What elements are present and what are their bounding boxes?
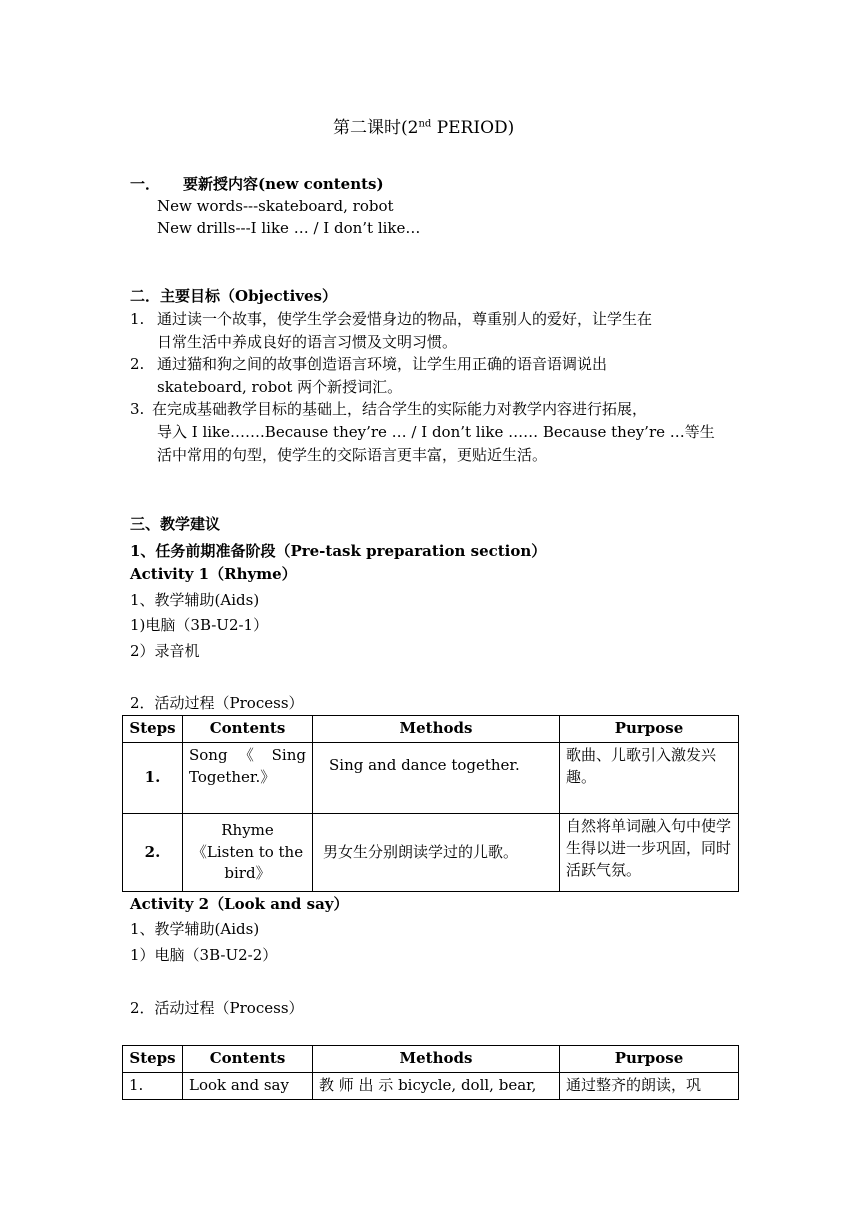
activity2-aids: 1、教学辅助(Aids) — [130, 920, 260, 938]
section3-heading: 三、教学建议 — [130, 515, 221, 533]
table1-row1-step: 1. — [123, 743, 183, 814]
table2-header-contents: Contents — [183, 1046, 313, 1073]
title-main: 第二课时(2 — [333, 118, 419, 138]
objective-3-line1: 在完成基础教学目标的基础上，结合学生的实际能力对教学内容进行拓展， — [152, 400, 648, 418]
activity1-process: 2．活动过程（Process） — [130, 694, 304, 712]
objective-1-line2: 日常生活中养成良好的语言习惯及文明习惯。 — [157, 333, 458, 351]
table1-row2-step: 2. — [123, 814, 183, 892]
objective-2-num: 2. — [130, 355, 145, 373]
table1-row1-content — [183, 743, 313, 814]
section1-line2: New drills---I like … / I don’t like… — [157, 219, 421, 237]
objective-3-line2: 导入 I like…….Because they’re … / I don’t like …… Because they’re …等生 — [157, 423, 715, 441]
section1-line1: New words---skateboard, robot — [157, 197, 394, 215]
objective-3-num: 3. — [130, 400, 145, 418]
table1-row1-method: Sing and dance together. — [313, 743, 560, 814]
activity1-title: Activity 1（Rhyme） — [130, 565, 297, 583]
table2-row1-purpose: 通过整齐的朗读，巩 — [560, 1073, 739, 1100]
title-end: PERIOD) — [431, 118, 515, 138]
table2-header-methods: Methods — [313, 1046, 560, 1073]
section2-heading: 二．主要目标（Objectives） — [130, 287, 337, 305]
table1-row2-purpose: 自然将单词融入句中使学生得以进一步巩固，同时活跃气氛。 — [560, 814, 739, 892]
section1-num: 一． — [130, 175, 161, 193]
activity2-process: 2．活动过程（Process） — [130, 999, 304, 1017]
table2-header-steps: Steps — [123, 1046, 183, 1073]
table2-row1-step: 1. — [123, 1073, 183, 1100]
page-title — [333, 118, 514, 138]
section3-sub1: 1、任务前期准备阶段（Pre-task preparation section） — [130, 542, 547, 560]
table1-header-steps: Steps — [123, 716, 183, 743]
activity1-aid1: 1)电脑（3B-U2-1） — [130, 616, 269, 634]
table2-header-purpose: Purpose — [560, 1046, 739, 1073]
activity1-aid2: 2）录音机 — [130, 642, 200, 660]
activity1-table — [122, 715, 739, 892]
table1-header-purpose: Purpose — [560, 716, 739, 743]
activity1-aids: 1、教学辅助(Aids) — [130, 591, 260, 609]
table1-header-contents: Contents — [183, 716, 313, 743]
section1-heading: 要新授内容(new contents) — [183, 175, 384, 193]
table2-row1-method: 教 师 出 示 bicycle, doll, bear, — [313, 1073, 560, 1100]
objective-1-num: 1. — [130, 310, 145, 328]
objective-2-line1: 通过猫和狗之间的故事创造语言环境，让学生用正确的语音语调说出 — [157, 355, 608, 373]
table2-row1-content: Look and say — [183, 1073, 313, 1100]
activity2-title: Activity 2（Look and say） — [130, 895, 349, 913]
table1-row2-content: Rhyme 《Listen to the bird》 — [183, 814, 313, 892]
table1-row2-method: 男女生分别朗读学过的儿歌。 — [313, 814, 560, 892]
activity2-table — [122, 1045, 739, 1100]
title-sup: nd — [418, 118, 432, 130]
table1-row1-purpose: 歌曲、儿歌引入激发兴趣。 — [560, 743, 739, 814]
objective-3-line3: 活中常用的句型，使学生的交际语言更丰富，更贴近生活。 — [157, 446, 548, 464]
table1-header-methods: Methods — [313, 716, 560, 743]
activity2-aid1: 1）电脑（3B-U2-2） — [130, 946, 278, 964]
objective-2-line2: skateboard, robot 两个新授词汇。 — [157, 378, 403, 396]
table1-row1-content-text: Song 《 Sing Together.》 — [189, 746, 306, 786]
objective-1-line1: 通过读一个故事，使学生学会爱惜身边的物品，尊重别人的爱好，让学生在 — [157, 310, 653, 328]
